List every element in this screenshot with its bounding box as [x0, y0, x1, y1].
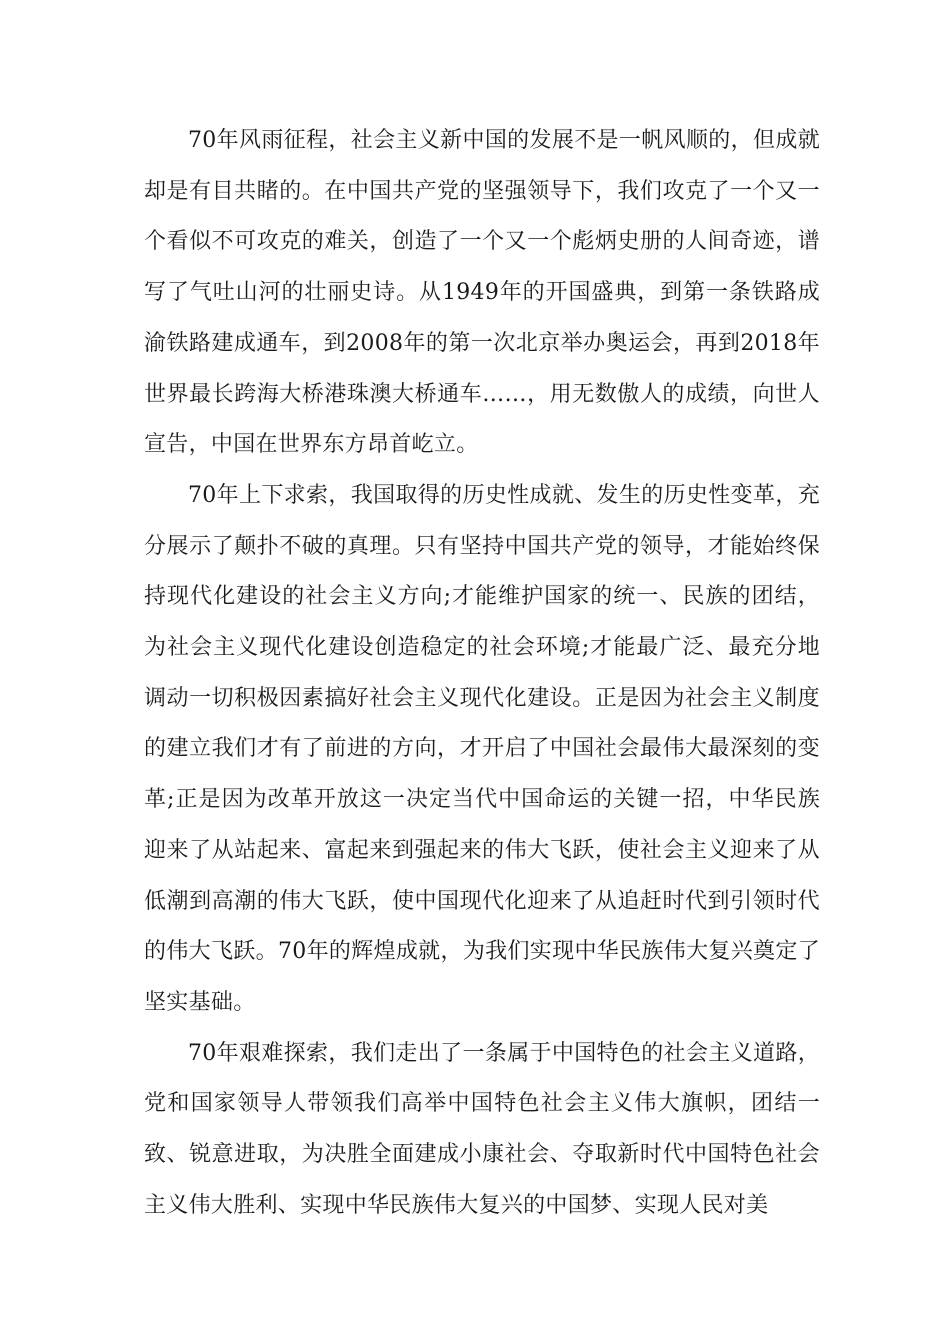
- paragraph-3: 70年艰难探索，我们走出了一条属于中国特色的社会主义道路，党和国家领导人带领我们高举中国特色社会主义伟大旗帜，团结一致、锐意进取，为决胜全面建成小康社会、夺取新时代中国特色社会主义伟大胜利、实现中华民族伟大复兴的中国梦、实现人民对美: [144, 1040, 820, 1218]
- paragraph-2: 70年上下求索，我国取得的历史性成就、发生的历史性变革，充分展示了颠扑不破的真理。只有坚持中国共产党的领导，才能始终保持现代化建设的社会主义方向;才能维护国家的统一、民族的团结，为社会主义现代化建设创造稳定的社会环境;才能最广泛、最充分地调动一切积极因素搞好社会主义现代化建设。正是因为社会主义制度的建立我们才有了前进的方向，才开启了中国社会最伟大最深刻的变革;正是因为改革开放这一决定当代中国命运的关键一招，中华民族迎来了从站起来、富起来到强起来的伟大飞跃，使社会主义迎来了从低潮到高潮的伟大飞跃，使中国现代化迎来了从追赶时代到引领时代的伟大飞跃。70年的辉煌成就，为我们实现中华民族伟大复兴奠定了坚实基础。: [144, 482, 820, 1015]
- paragraph-1: 70年风雨征程，社会主义新中国的发展不是一帆风顺的，但成就却是有目共睹的。在中国共产党的坚强领导下，我们攻克了一个又一个看似不可攻克的难关，创造了一个又一个彪炳史册的人间奇迹，谱写了气吐山河的壮丽史诗。从1949年的开国盛典，到第一条铁路成渝铁路建成通车，到2008年的第一次北京举办奥运会，再到2018年世界最长跨海大桥港珠澳大桥通车……，用无数傲人的成绩，向世人宣告，中国在世界东方昂首屹立。: [144, 128, 820, 458]
- document-body: [144, 116, 820, 1231]
